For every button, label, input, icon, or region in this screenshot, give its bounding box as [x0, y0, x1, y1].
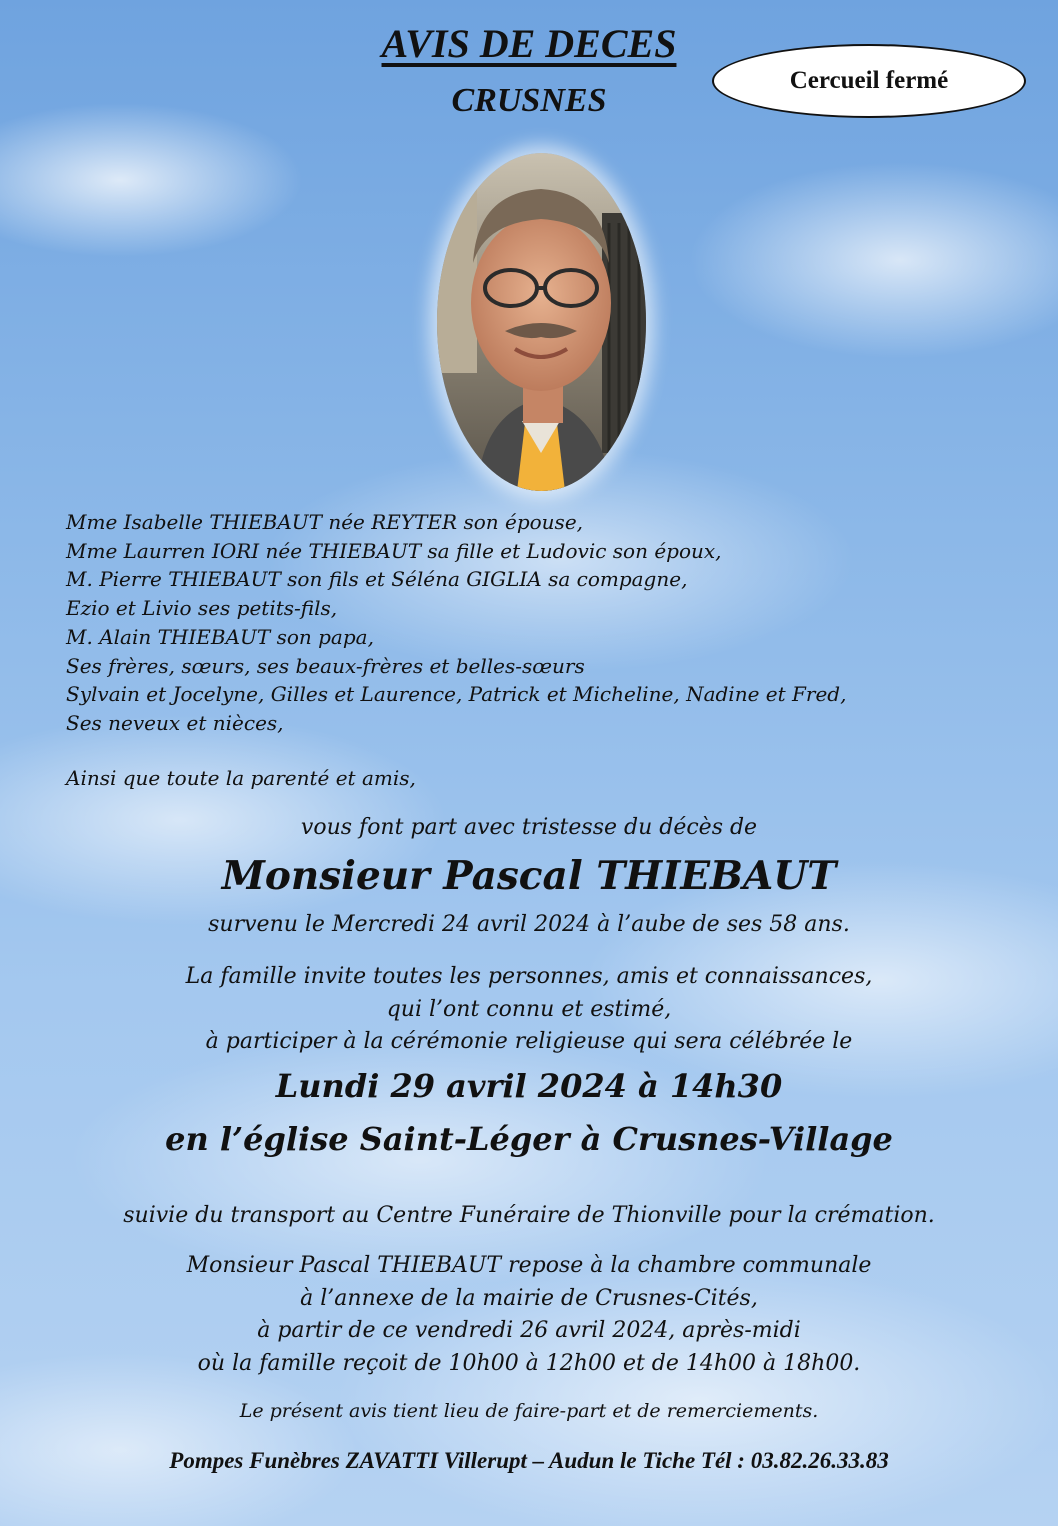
ceremony-date: Lundi 29 avril 2024 à 14h30 — [275, 1067, 783, 1105]
thanks-note: Le présent avis tient lieu de faire-part et de remerciements. — [239, 1400, 819, 1422]
closed-coffin-badge — [712, 44, 1026, 118]
visitation-text — [0, 1250, 1058, 1380]
family-line: Mme Isabelle THIEBAUT née REYTER son épouse, — [66, 510, 584, 534]
family-list — [66, 508, 986, 738]
ceremony-place: en l’église Saint-Léger à Crusnes-Village — [165, 1120, 893, 1158]
badge-label: Cercueil fermé — [789, 67, 949, 94]
visitation-line: Monsieur Pascal THIEBAUT repose à la chambre communale — [186, 1253, 872, 1278]
family-line: M. Alain THIEBAUT son papa, — [66, 624, 374, 649]
announcement-intro: vous font part avec tristesse du décès de — [300, 815, 758, 840]
invitation-line: La famille invite toutes les personnes, amis et connaissances, — [185, 964, 873, 989]
invitation-text — [0, 961, 1058, 1059]
family-line: Ses frères, sœurs, ses beaux-frères et belles-sœurs — [66, 653, 585, 678]
funeral-home-footer: Pompes Funèbres ZAVATTI Villerupt – Audun le Tiche Tél : 03.82.26.33.83 — [169, 1448, 889, 1473]
family-line: Ses neveux et nièces, — [66, 710, 284, 735]
deceased-name: Monsieur Pascal THIEBAUT — [221, 853, 837, 899]
visitation-line: à l’annexe de la mairie de Crusnes-Cités, — [300, 1285, 758, 1311]
cremation-line: suivie du transport au Centre Funéraire de Thionville pour la crémation. — [123, 1203, 935, 1228]
death-date-line: survenu le Mercredi 24 avril 2024 à l’aube de ses 58 ans. — [208, 912, 850, 937]
family-line: Mme Laurren IORI née THIEBAUT sa fille et Ludovic son époux, — [66, 538, 722, 563]
invitation-line: qui l’ont connu et estimé, — [386, 996, 672, 1022]
family-line: Sylvain et Jocelyne, Gilles et Laurence, Patrick et Micheline, Nadine et Fred, — [66, 682, 847, 707]
family-line: Ezio et Livio ses petits-fils, — [66, 596, 338, 621]
visitation-line: à partir de ce vendredi 26 avril 2024, après-midi — [257, 1318, 801, 1343]
family-line: M. Pierre THIEBAUT son fils et Séléna GIGLIA sa compagne, — [66, 567, 688, 592]
visitation-line: où la famille reçoit de 10h00 à 12h00 et de 14h00 à 18h00. — [197, 1350, 861, 1376]
notice-title: AVIS DE DECES — [381, 21, 677, 66]
invitation-line: à participer à la cérémonie religieuse qui sera célébrée le — [205, 1029, 853, 1054]
portrait-photo — [437, 153, 646, 491]
portrait-illustration — [437, 153, 646, 491]
relatives-line: Ainsi que toute la parenté et amis, — [66, 766, 416, 790]
town-name: CRUSNES — [451, 82, 607, 119]
